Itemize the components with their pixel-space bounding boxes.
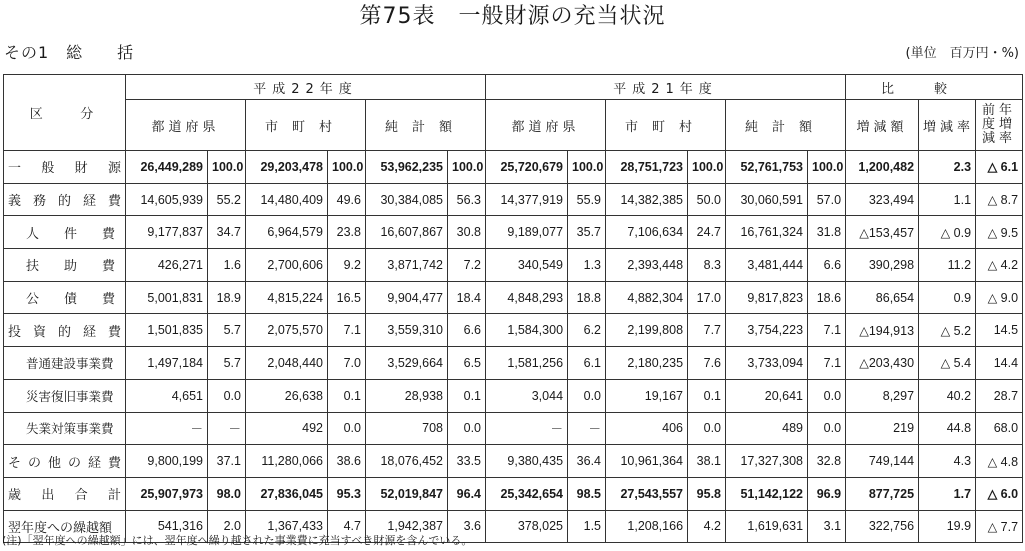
table-cell: 0.9 — [919, 281, 976, 314]
table-cell: 19.9 — [919, 510, 976, 543]
table-cell: 68.0 — [976, 412, 1023, 445]
table-cell: 57.0 — [808, 183, 846, 216]
table-cell: 52,019,847 — [366, 477, 448, 510]
header-prev-rate: 前年度増減率 — [976, 100, 1023, 151]
table-cell: 492 — [246, 412, 328, 445]
table-cell: 11.2 — [919, 249, 976, 282]
table-cell: 16.5 — [328, 281, 366, 314]
table-cell: 19,167 — [606, 379, 688, 412]
table-cell: － — [208, 412, 246, 445]
row-label: 失業対策事業費 — [4, 412, 126, 445]
table-cell: △ 9.5 — [976, 216, 1023, 249]
table-cell: 489 — [726, 412, 808, 445]
table-cell: 1,619,631 — [726, 510, 808, 543]
table-row — [4, 151, 1023, 184]
table-cell: 1,497,184 — [126, 347, 208, 380]
table-cell: 0.1 — [328, 379, 366, 412]
table-cell: 0.0 — [808, 412, 846, 445]
table-cell: 28,938 — [366, 379, 448, 412]
table-cell: 33.5 — [448, 445, 486, 478]
table-cell: 6.6 — [808, 249, 846, 282]
header-group-compare: 比較 — [846, 75, 1023, 100]
table-row — [4, 281, 1023, 314]
table-cell: 0.0 — [808, 379, 846, 412]
table-cell: 37.1 — [208, 445, 246, 478]
table-cell: 17.0 — [688, 281, 726, 314]
table-row — [4, 445, 1023, 478]
table-cell: △ 9.0 — [976, 281, 1023, 314]
table-cell: 86,654 — [846, 281, 919, 314]
table-cell: 749,144 — [846, 445, 919, 478]
table-cell: 1.5 — [568, 510, 606, 543]
table-row — [4, 477, 1023, 510]
table-cell: 35.7 — [568, 216, 606, 249]
table-cell: 3,559,310 — [366, 314, 448, 347]
table-cell: 1.6 — [208, 249, 246, 282]
table-cell: △153,457 — [846, 216, 919, 249]
table-cell: 14,480,409 — [246, 183, 328, 216]
table-cell: 322,756 — [846, 510, 919, 543]
table-cell: 390,298 — [846, 249, 919, 282]
table-cell: 30.8 — [448, 216, 486, 249]
table-cell: 877,725 — [846, 477, 919, 510]
header-diff: 増減額 — [846, 100, 919, 151]
row-label: 義務的経費 — [4, 183, 126, 216]
table-cell: 100.0 — [808, 151, 846, 184]
table-cell: 3,754,223 — [726, 314, 808, 347]
table-cell: 7.1 — [808, 314, 846, 347]
table-cell: 9,177,837 — [126, 216, 208, 249]
table-cell: 1,942,387 — [366, 510, 448, 543]
table-cell: 9,800,199 — [126, 445, 208, 478]
table-cell: △ 6.0 — [976, 477, 1023, 510]
table-cell: 8.3 — [688, 249, 726, 282]
page-title: 第75表 一般財源の充当状況 — [359, 4, 666, 29]
table-cell: 23.8 — [328, 216, 366, 249]
header-row-columns — [4, 100, 1023, 151]
table-cell: － — [486, 412, 568, 445]
table-cell: 9,189,077 — [486, 216, 568, 249]
table-cell: 30,060,591 — [726, 183, 808, 216]
table-cell: 16,761,324 — [726, 216, 808, 249]
table-cell: 7.1 — [808, 347, 846, 380]
table-cell: 55.2 — [208, 183, 246, 216]
table-cell: 29,203,478 — [246, 151, 328, 184]
header-category-right: 分 — [80, 107, 100, 122]
table-cell: － — [568, 412, 606, 445]
table-cell: 6.1 — [568, 347, 606, 380]
table-cell: 100.0 — [208, 151, 246, 184]
table-cell: 7.1 — [328, 314, 366, 347]
table-cell: 5.7 — [208, 314, 246, 347]
table-cell: △ 0.9 — [919, 216, 976, 249]
table-cell: 0.0 — [208, 379, 246, 412]
table-cell: 1,367,433 — [246, 510, 328, 543]
table-cell: 1,501,835 — [126, 314, 208, 347]
table-cell: 6.5 — [448, 347, 486, 380]
table-cell: 9,380,435 — [486, 445, 568, 478]
table-cell: 18.9 — [208, 281, 246, 314]
header-h21-total: 純計額 — [726, 100, 846, 151]
table-row — [4, 379, 1023, 412]
table-cell: 14.5 — [976, 314, 1023, 347]
table-cell: 3,733,094 — [726, 347, 808, 380]
row-label: 一般財源 — [4, 151, 126, 184]
table-cell: 2,048,440 — [246, 347, 328, 380]
table-cell: 1.3 — [568, 249, 606, 282]
table-cell: 95.3 — [328, 477, 366, 510]
table-cell: 100.0 — [328, 151, 366, 184]
table-cell: 55.9 — [568, 183, 606, 216]
table-cell: 38.6 — [328, 445, 366, 478]
table-cell: 1,200,482 — [846, 151, 919, 184]
table-cell: 5,001,831 — [126, 281, 208, 314]
table-cell: 25,720,679 — [486, 151, 568, 184]
table-cell: 2,075,570 — [246, 314, 328, 347]
table-cell: 3,871,742 — [366, 249, 448, 282]
table-cell: 56.3 — [448, 183, 486, 216]
table-cell: △ 5.2 — [919, 314, 976, 347]
table-cell: 6,964,579 — [246, 216, 328, 249]
table-cell: 4,815,224 — [246, 281, 328, 314]
table-cell: 2,199,808 — [606, 314, 688, 347]
table-cell: 38.1 — [688, 445, 726, 478]
table-cell: 16,607,867 — [366, 216, 448, 249]
table-cell: 2.0 — [208, 510, 246, 543]
footnote: (注)「翌年度への繰越額」には、翌年度へ繰り越された事業費に充当すべき財源を含んでいる。 — [2, 534, 473, 547]
table-cell: 28.7 — [976, 379, 1023, 412]
table-row — [4, 347, 1023, 380]
table-cell: 28,751,723 — [606, 151, 688, 184]
table-cell: 18.4 — [448, 281, 486, 314]
header-h22-pref: 都道府県 — [126, 100, 246, 151]
table-cell: 4.2 — [688, 510, 726, 543]
row-label: その他の経費 — [4, 445, 126, 478]
table-cell: 100.0 — [688, 151, 726, 184]
table-cell: 10,961,364 — [606, 445, 688, 478]
table-cell: 51,142,122 — [726, 477, 808, 510]
table-row — [4, 183, 1023, 216]
table-cell: 18.8 — [568, 281, 606, 314]
table-cell: 4,882,304 — [606, 281, 688, 314]
row-label: 公債費 — [4, 281, 126, 314]
table-cell: 2,180,235 — [606, 347, 688, 380]
table-cell: 25,907,973 — [126, 477, 208, 510]
table-cell: 31.8 — [808, 216, 846, 249]
table-cell: 27,543,557 — [606, 477, 688, 510]
header-group-h21: 平成21年度 — [486, 75, 846, 100]
table-cell: 17,327,308 — [726, 445, 808, 478]
table-cell: 53,962,235 — [366, 151, 448, 184]
table-cell: 0.1 — [688, 379, 726, 412]
header-h22-total: 純計額 — [366, 100, 486, 151]
table-cell: 4.7 — [328, 510, 366, 543]
table-body — [4, 151, 1023, 543]
table-cell: △194,913 — [846, 314, 919, 347]
table-cell: 0.0 — [688, 412, 726, 445]
table-cell: 24.7 — [688, 216, 726, 249]
table-cell: 30,384,085 — [366, 183, 448, 216]
table-cell: 32.8 — [808, 445, 846, 478]
table-cell: 50.0 — [688, 183, 726, 216]
table-cell: － — [126, 412, 208, 445]
table-cell: 3,481,444 — [726, 249, 808, 282]
table-cell: 95.8 — [688, 477, 726, 510]
table-cell: 7.0 — [328, 347, 366, 380]
table-cell: 34.7 — [208, 216, 246, 249]
row-label: 人件費 — [4, 216, 126, 249]
row-label: 扶助費 — [4, 249, 126, 282]
table-cell: 98.5 — [568, 477, 606, 510]
table-cell: 26,638 — [246, 379, 328, 412]
table-cell: 0.1 — [448, 379, 486, 412]
table-row — [4, 314, 1023, 347]
table-row — [4, 249, 1023, 282]
table-cell: 708 — [366, 412, 448, 445]
header-group-h22: 平成22年度 — [126, 75, 486, 100]
row-label: 歳出合計 — [4, 477, 126, 510]
table-cell: 2.3 — [919, 151, 976, 184]
table-cell: 406 — [606, 412, 688, 445]
table-cell: 96.9 — [808, 477, 846, 510]
table-cell: 0.0 — [568, 379, 606, 412]
row-label: 災害復旧事業費 — [4, 379, 126, 412]
table-cell: 219 — [846, 412, 919, 445]
table-cell: △ 4.2 — [976, 249, 1023, 282]
table-cell: 3.1 — [808, 510, 846, 543]
row-label: 普通建設事業費 — [4, 347, 126, 380]
table-cell: 541,316 — [126, 510, 208, 543]
table-cell: △ 4.8 — [976, 445, 1023, 478]
table-cell: 9,904,477 — [366, 281, 448, 314]
table-cell: △ 7.7 — [976, 510, 1023, 543]
table-cell: 340,549 — [486, 249, 568, 282]
table-cell: 7.2 — [448, 249, 486, 282]
table-cell: 44.8 — [919, 412, 976, 445]
table-cell: 7.7 — [688, 314, 726, 347]
table-cell: △ 5.4 — [919, 347, 976, 380]
table-cell: 9.2 — [328, 249, 366, 282]
table-cell: 14.4 — [976, 347, 1023, 380]
table-cell: 1,208,166 — [606, 510, 688, 543]
table-cell: 20,641 — [726, 379, 808, 412]
table-cell: 4.3 — [919, 445, 976, 478]
table-cell: 14,605,939 — [126, 183, 208, 216]
table-cell: 98.0 — [208, 477, 246, 510]
section-subtitle: その1 総 括 — [4, 43, 135, 62]
table-cell: 14,382,385 — [606, 183, 688, 216]
header-category-left: 区 — [29, 107, 49, 122]
table-cell: 323,494 — [846, 183, 919, 216]
table-cell: 8,297 — [846, 379, 919, 412]
table-cell: 0.0 — [448, 412, 486, 445]
table-row — [4, 412, 1023, 445]
table-cell: 3,529,664 — [366, 347, 448, 380]
table-cell: 6.6 — [448, 314, 486, 347]
table-cell: 14,377,919 — [486, 183, 568, 216]
table-cell: △203,430 — [846, 347, 919, 380]
table-cell: 9,817,823 — [726, 281, 808, 314]
table-cell: 26,449,289 — [126, 151, 208, 184]
header-category — [4, 75, 126, 151]
table-cell: 5.7 — [208, 347, 246, 380]
table-cell: △ 8.7 — [976, 183, 1023, 216]
header-h22-city: 市町村 — [246, 100, 366, 151]
table-cell: 27,836,045 — [246, 477, 328, 510]
table-cell: 4,848,293 — [486, 281, 568, 314]
table-cell: 378,025 — [486, 510, 568, 543]
table-cell: △ 6.1 — [976, 151, 1023, 184]
table-cell: 18,076,452 — [366, 445, 448, 478]
table-cell: 7,106,634 — [606, 216, 688, 249]
table-cell: 2,700,606 — [246, 249, 328, 282]
table-cell: 1,584,300 — [486, 314, 568, 347]
row-label: 投資的経費 — [4, 314, 126, 347]
header-h21-city: 市町村 — [606, 100, 726, 151]
allocation-table — [3, 74, 1023, 543]
table-cell: 6.2 — [568, 314, 606, 347]
table-cell: 36.4 — [568, 445, 606, 478]
table-row — [4, 216, 1023, 249]
table-cell: 52,761,753 — [726, 151, 808, 184]
table-cell: 40.2 — [919, 379, 976, 412]
row-label: 翌年度への繰越額 — [4, 510, 126, 543]
table-cell: 11,280,066 — [246, 445, 328, 478]
header-h21-pref: 都道府県 — [486, 100, 606, 151]
table-cell: 18.6 — [808, 281, 846, 314]
table-cell: 4,651 — [126, 379, 208, 412]
table-cell: 2,393,448 — [606, 249, 688, 282]
table-cell: 1,581,256 — [486, 347, 568, 380]
table-cell: 7.6 — [688, 347, 726, 380]
table-cell: 3.6 — [448, 510, 486, 543]
header-row-groups — [4, 75, 1023, 100]
table-cell: 1.1 — [919, 183, 976, 216]
table-cell: 96.4 — [448, 477, 486, 510]
table-cell: 25,342,654 — [486, 477, 568, 510]
table-cell: 49.6 — [328, 183, 366, 216]
unit-label: (単位 百万円・%) — [905, 46, 1019, 61]
table-cell: 100.0 — [448, 151, 486, 184]
table-cell: 100.0 — [568, 151, 606, 184]
table-cell: 3,044 — [486, 379, 568, 412]
table-cell: 1.7 — [919, 477, 976, 510]
header-rate: 増減率 — [919, 100, 976, 151]
table-cell: 0.0 — [328, 412, 366, 445]
table-cell: 426,271 — [126, 249, 208, 282]
